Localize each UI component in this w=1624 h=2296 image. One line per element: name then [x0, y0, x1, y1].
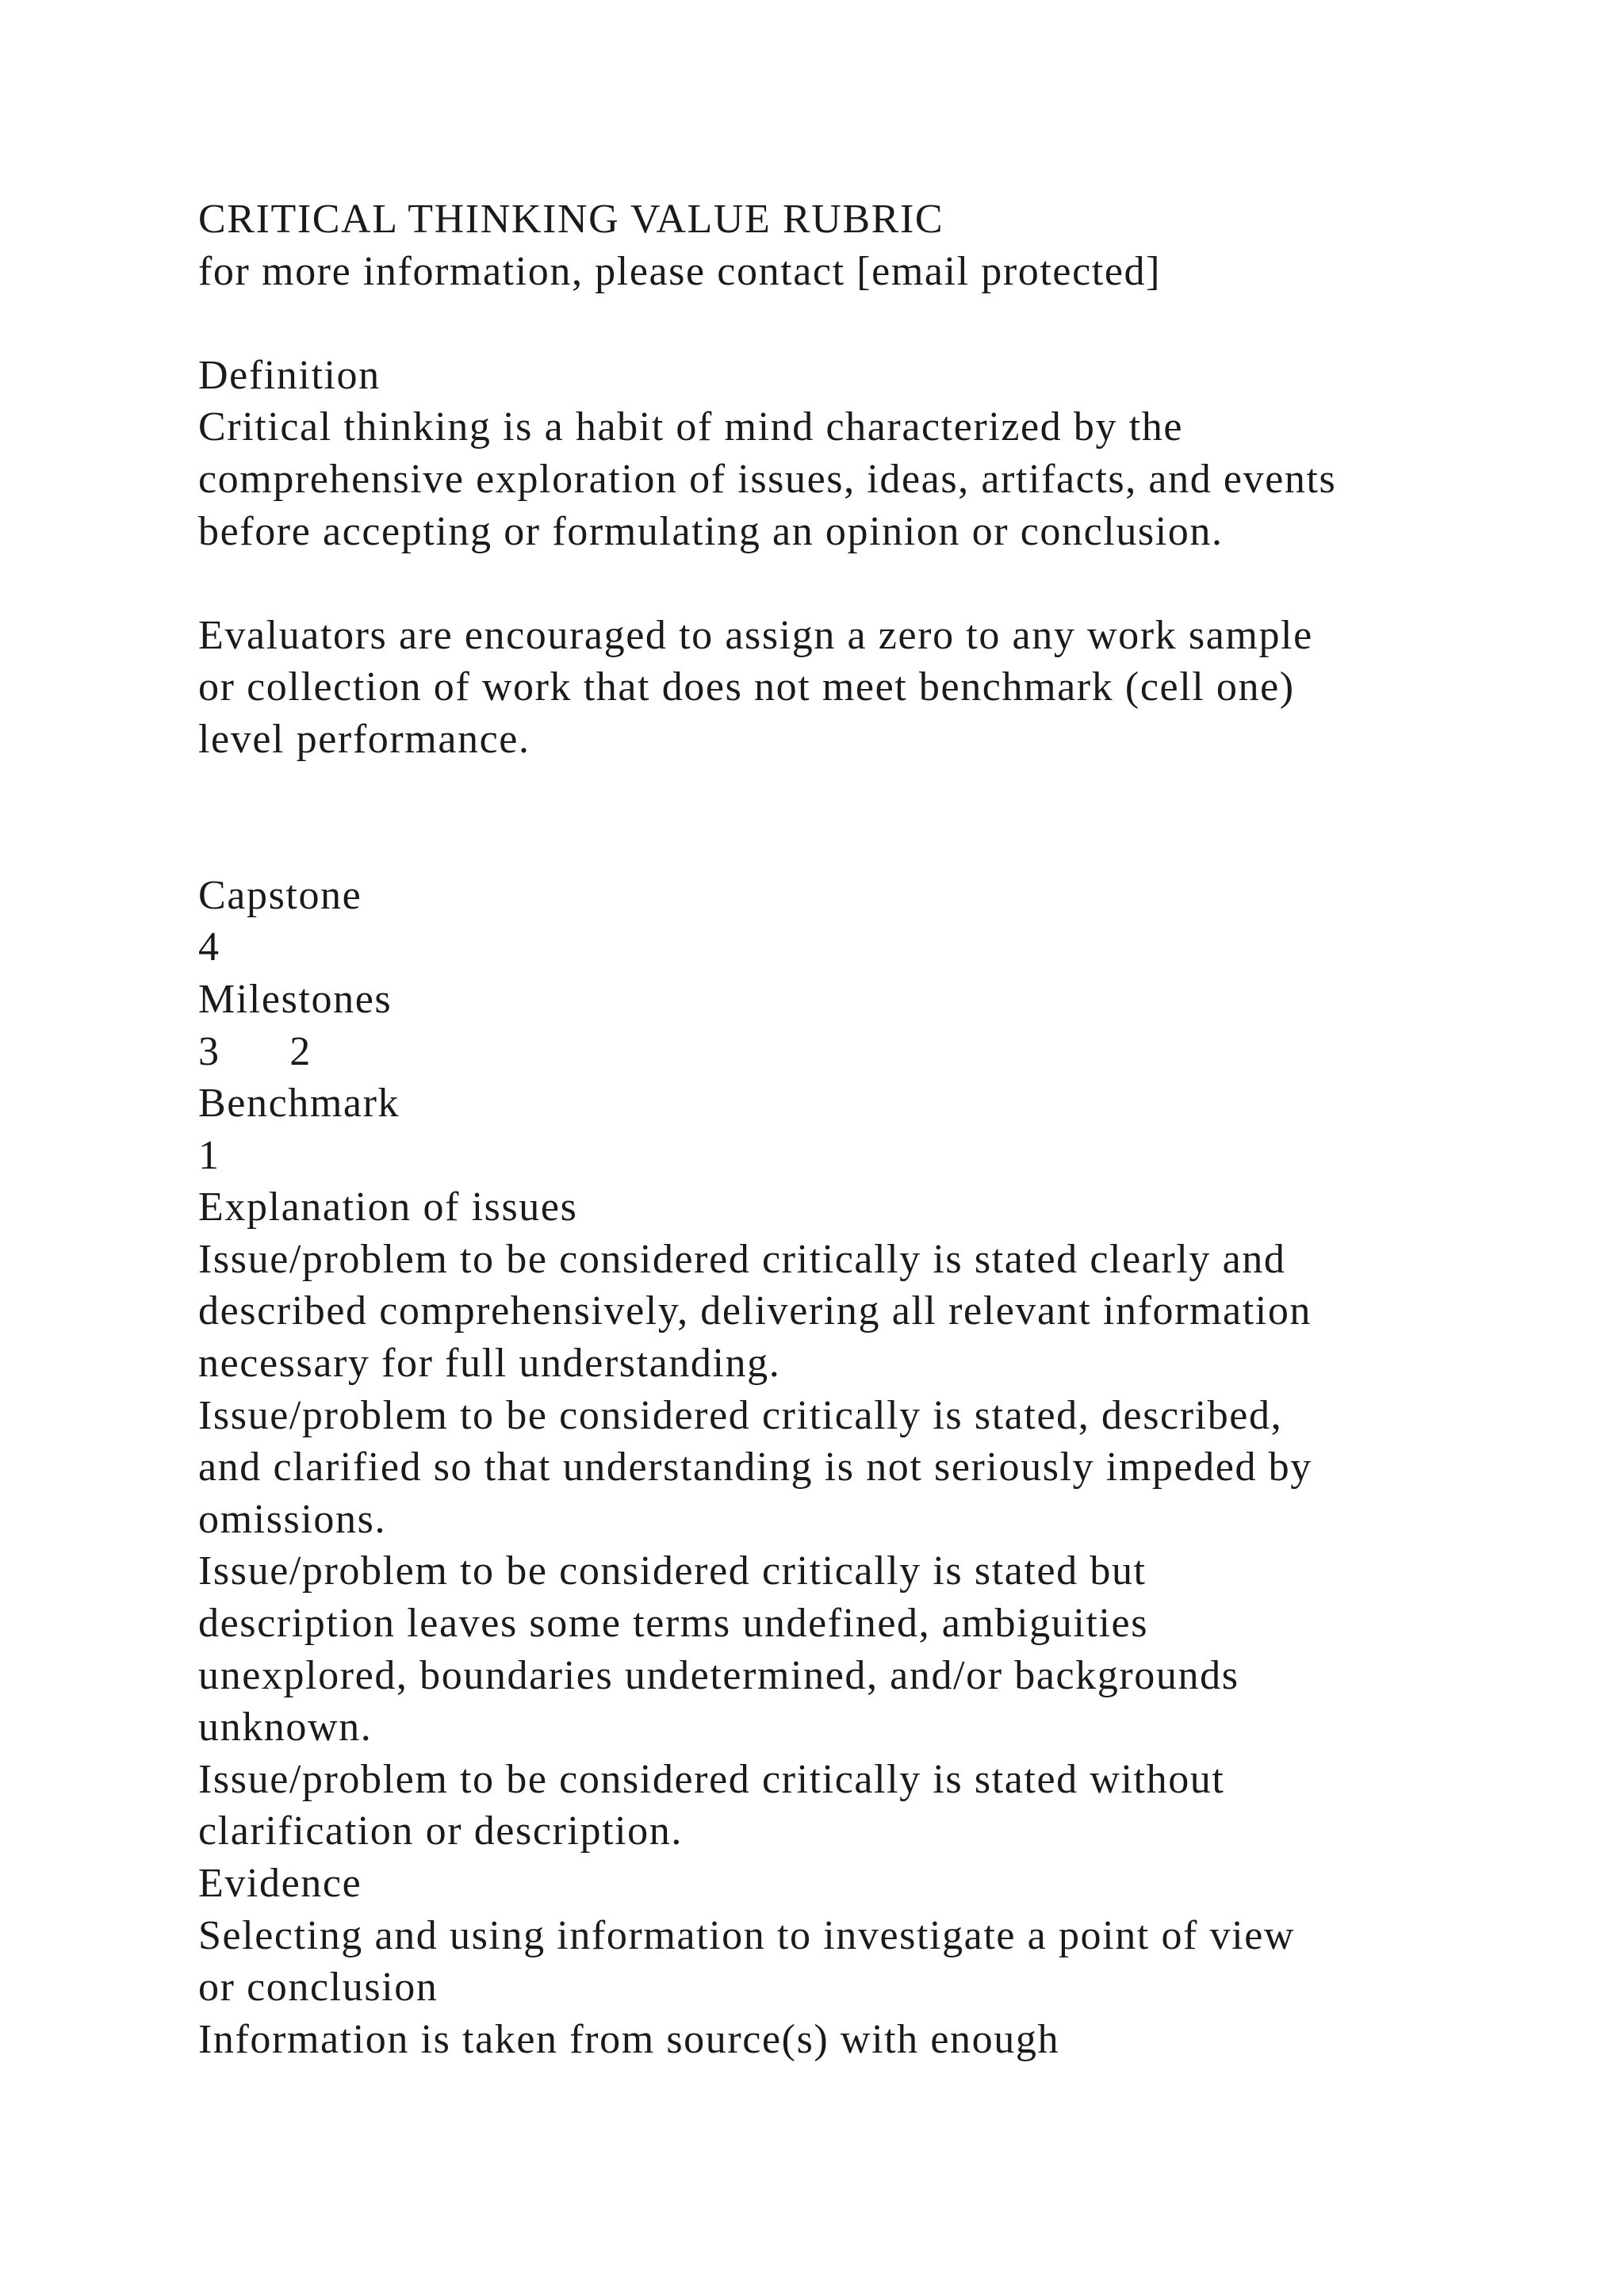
explanation-level-2-line: unexplored, boundaries undetermined, and/or backgrounds: [198, 1652, 1239, 1698]
explanation-level-1-line: clarification or description.: [198, 1808, 683, 1854]
spacer: [198, 817, 1546, 870]
explanation-level-3-line: and clarified so that understanding is not seriously impeded by: [198, 1445, 1312, 1490]
capstone-score: 4: [198, 924, 220, 970]
spacer: [198, 297, 1546, 350]
explanation-level-2-line: Issue/problem to be considered critically is stated but: [198, 1548, 1147, 1594]
benchmark-score: 1: [198, 1132, 220, 1178]
spacer: [198, 766, 1546, 818]
definition-heading: Definition: [198, 352, 381, 398]
spacer: [198, 557, 1546, 610]
explanation-level-3-line: Issue/problem to be considered critically is stated, described,: [198, 1392, 1283, 1438]
milestones-scores: 3 2: [198, 1028, 312, 1074]
contact-line: for more information, please contact [email protected]: [198, 248, 1162, 294]
criterion-heading-explanation-of-issues: Explanation of issues: [198, 1184, 578, 1230]
evidence-description-line: Selecting and using information to investigate a point of view: [198, 1912, 1296, 1958]
evaluators-note-line: Evaluators are encouraged to assign a zero to any work sample: [198, 612, 1313, 658]
capstone-label: Capstone: [198, 872, 362, 918]
explanation-level-1-line: Issue/problem to be considered critically is stated without: [198, 1756, 1225, 1802]
benchmark-label: Benchmark: [198, 1081, 400, 1127]
document-body: [198, 193, 1546, 2065]
evaluators-note-line: level performance.: [198, 716, 530, 762]
definition-line: Critical thinking is a habit of mind characterized by the: [198, 404, 1184, 450]
explanation-level-4-line: described comprehensively, delivering all relevant information: [198, 1288, 1312, 1334]
explanation-level-2-line: description leaves some terms undefined, ambiguities: [198, 1601, 1149, 1647]
explanation-level-3-line: omissions.: [198, 1496, 387, 1542]
evaluators-note-line: or collection of work that does not meet benchmark (cell one): [198, 664, 1295, 710]
milestones-label: Milestones: [198, 976, 393, 1022]
criterion-heading-evidence: Evidence: [198, 1861, 362, 1906]
explanation-level-4-line: Issue/problem to be considered critically is stated clearly and: [198, 1236, 1286, 1282]
explanation-level-2-line: unknown.: [198, 1705, 373, 1751]
evidence-description-line: or conclusion: [198, 1965, 439, 2011]
definition-line: before accepting or formulating an opinion or conclusion.: [198, 508, 1224, 554]
definition-line: comprehensive exploration of issues, ideas, artifacts, and events: [198, 456, 1337, 502]
explanation-level-4-line: necessary for full understanding.: [198, 1341, 781, 1387]
evidence-level-4-line: Information is taken from source(s) with enough: [198, 2016, 1060, 2062]
document-title: CRITICAL THINKING VALUE RUBRIC: [198, 197, 944, 242]
